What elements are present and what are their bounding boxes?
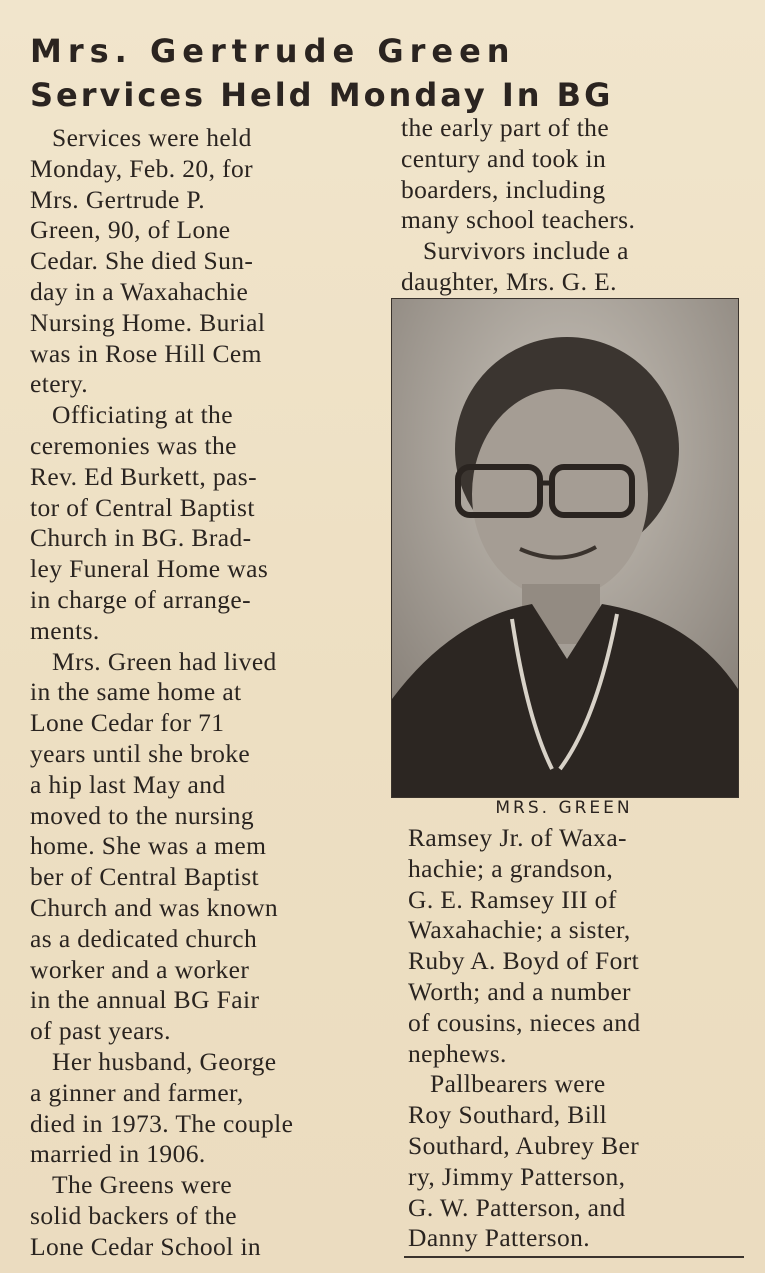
text-line: married in 1906. (30, 1139, 206, 1169)
portrait-photo (391, 298, 739, 798)
text-line: a ginner and farmer, (30, 1077, 244, 1107)
text-line: home. She was a mem (30, 831, 267, 861)
text-line: etery. (30, 369, 89, 399)
text-line: Cedar. She died Sun- (30, 246, 254, 276)
text-line: Waxahachie; a sister, (408, 915, 631, 945)
text-line: years until she broke (30, 738, 251, 768)
text-line: nephews. (408, 1038, 507, 1068)
headline-line-2: Services Held Monday In BG (30, 76, 614, 114)
text-line: of cousins, nieces and (408, 1007, 641, 1037)
text-line: ceremonies was the (30, 430, 237, 460)
text-line: Mrs. Green had lived (52, 646, 277, 676)
text-line: Lone Cedar for 71 (30, 708, 225, 738)
text-line: boarders, including (401, 174, 606, 204)
text-line: a hip last May and (30, 769, 226, 799)
article-column-right-top (401, 113, 746, 298)
article-column-right-bottom (408, 823, 753, 1254)
text-line: Lone Cedar School in (30, 1231, 262, 1261)
text-line: Survivors include a (423, 236, 629, 266)
text-line: Church and was known (30, 892, 279, 922)
text-line: daughter, Mrs. G. E. (401, 266, 617, 296)
text-line: Ruby A. Boyd of Fort (408, 946, 640, 976)
text-line: The Greens were (52, 1170, 233, 1200)
text-line: worker and a worker (30, 954, 250, 984)
text-line: Officiating at the (52, 400, 233, 430)
text-line: in the same home at (30, 677, 242, 707)
text-line: in charge of arrange- (30, 584, 252, 614)
text-line: Southard, Aubrey Ber (408, 1130, 640, 1160)
article-column-left (30, 123, 380, 1262)
text-line: G. E. Ramsey III of (408, 884, 617, 914)
text-line: Monday, Feb. 20, for (30, 153, 254, 183)
text-line: Roy Southard, Bill (408, 1100, 608, 1130)
text-line: ber of Central Baptist (30, 862, 260, 892)
text-line: Mrs. Gertrude P. (30, 184, 205, 214)
text-line: as a dedicated church (30, 923, 258, 953)
text-line: ments. (30, 615, 100, 645)
column-rule (404, 1256, 744, 1258)
text-line: Ramsey Jr. of Waxa- (408, 823, 627, 852)
text-line: in the annual BG Fair (30, 985, 260, 1015)
text-line: Worth; and a number (408, 976, 631, 1006)
text-line: tor of Central Baptist (30, 492, 255, 522)
text-line: Green, 90, of Lone (30, 215, 231, 245)
text-line: Rev. Ed Burkett, pas- (30, 461, 257, 491)
text-line: Services were held (52, 123, 252, 152)
text-line: ley Funeral Home was (30, 554, 269, 584)
text-line: ry, Jimmy Patterson, (408, 1161, 626, 1191)
headline-line-1: Mrs. Gertrude Green (30, 32, 516, 70)
text-line: Her husband, George (52, 1046, 277, 1076)
text-line: Nursing Home. Burial (30, 307, 266, 337)
text-line: hachie; a grandson, (408, 853, 614, 883)
text-line: of past years. (30, 1016, 171, 1046)
text-line: many school teachers. (401, 205, 636, 235)
text-line: Danny Patterson. (408, 1223, 591, 1253)
text-line: moved to the nursing (30, 800, 255, 830)
text-line: Pallbearers were (430, 1069, 606, 1099)
photo-caption: MRS. GREEN (495, 798, 633, 818)
text-line: died in 1973. The couple (30, 1108, 294, 1138)
text-line: day in a Waxahachie (30, 276, 249, 306)
text-line: the early part of the (401, 113, 610, 142)
text-line: solid backers of the (30, 1200, 237, 1230)
text-line: century and took in (401, 143, 607, 173)
text-line: was in Rose Hill Cem (30, 338, 262, 368)
text-line: G. W. Patterson, and (408, 1192, 626, 1222)
text-line: Church in BG. Brad- (30, 523, 252, 553)
